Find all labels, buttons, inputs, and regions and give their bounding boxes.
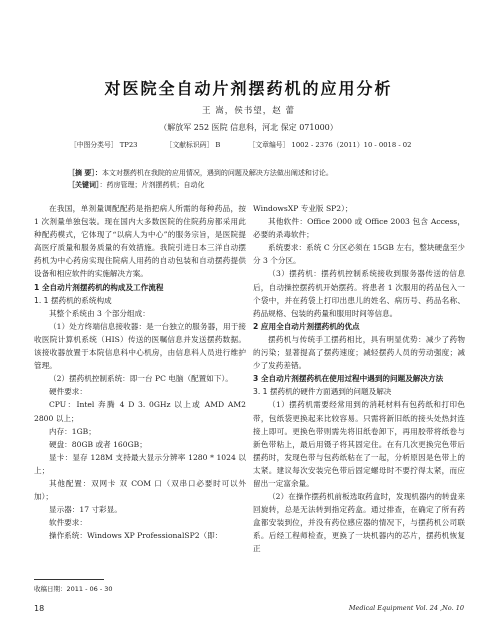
paragraph: 其整个系统由 3 个部分组成： <box>49 308 150 318</box>
abstract-line <box>68 167 448 179</box>
keywords-text: 药房管理；片剂摆药机；自动化 <box>106 181 205 189</box>
section-heading: 3 全自动片剂摆药机在使用过程中遇到的问题及解决方法 <box>253 374 444 384</box>
paragraph: WindowsXP 专业版 SP2）； <box>253 204 353 213</box>
paragraph: 操作系统：Windows XP ProfessionalSP2（即： <box>49 531 223 541</box>
paragraph: 系统要求：系统 C 分区必须在 15GB 左右，整块硬盘至少分 3 个分区。 <box>253 243 465 266</box>
doc-code: ［文献标识码］ B <box>165 141 221 149</box>
paragraph: （1）摆药机需要经常用到的消耗材料有包药纸和打印色带，包纸袋更换起来比较容易。只需将新旧纸的接头处热封连接上即可。更换色带则需先将旧纸卷卸下，再用胶带将纸卷与新色带粘上，最后用镊子将其固定住。在有几次更换完色带后摆药时，发现色带与包药纸粘在了一起，分析原因是色带上的太紧。建议每次安装完色带后固定螺母时不要拧得太紧，而应留出一定富余量。 <box>253 400 465 488</box>
journal-footer: Medical Equipment Vol. 24 ,No. 10 <box>348 604 464 612</box>
affiliation: （解放军 252 医院 信息科，河北 保定 071000） <box>159 123 338 132</box>
paragraph: CPU：Intel 奔腾 4 D 3. 0GHz 以上或 AMD AM2 2800 以上； <box>34 400 246 423</box>
paragraph: 硬盘：80GB 或者 160GB； <box>49 439 147 449</box>
paragraph: 其他配置：双网卡 双 COM 口（双串口必要时可以外加）； <box>34 478 246 502</box>
clc-number: ［中图分类号］ TP23 <box>70 141 138 149</box>
page-title: 对医院全自动片剂摆药机的应用分析 <box>104 79 393 98</box>
paragraph: 显卡：显存 128M 支持最大显示分辨率 1280 * 1024 以上； <box>34 452 246 475</box>
abstract-label: ［摘 要］： <box>68 168 102 177</box>
paragraph: 软件要求： <box>49 518 87 528</box>
right-column <box>253 202 465 556</box>
footnote-divider <box>34 579 104 580</box>
paragraph: （2）在操作摆药机前板选取药盒时，发现机器内的转盘来回旋转，总是无法转到指定药盒。通过排查，在确定了所有药盒都安装到位，并没有药位感应器的情况下，与摆药机公司联系。后经工程师检查，更换了一块机器内的芯片，摆药机恢复正 <box>253 492 465 554</box>
paragraph: （1）处方终端信息接收器：是一台独立的服务器，用于接收医院计算机系统（HIS）传送的医嘱信息并发送摆药数据。该接收器放置于本院信息科中心机房，由信息科人员进行维护管理。 <box>34 321 246 371</box>
page-number: 18 <box>34 604 45 613</box>
article-number: ［文章编号］ 1002 - 2376（2011）10 - 0018 - 02 <box>248 141 412 149</box>
paragraph: 硬件要求： <box>49 387 87 397</box>
paragraph: 内存：1GB； <box>49 426 96 436</box>
paragraph: 其他软件：Office 2000 或 Office 2003 包含 Access，必要的杀毒软件； <box>253 217 465 240</box>
paragraph: 显示器：17 寸彩显。 <box>49 505 122 515</box>
classification-line <box>70 139 470 149</box>
abstract <box>68 167 448 191</box>
subsection-heading: 1. 1 摆药机的系统构成 <box>34 295 112 305</box>
paragraph: （2）摆药机控制系统：即一台 PC 电脑（配置如下）。 <box>49 374 233 384</box>
paragraph: （3）摆药机：摆药机控制系统接收到服务器传送的信息后，自动操控摆药机开始摆药。将患者 1 次服用的药品包入一个袋中，并在药袋上打印出患儿的姓名、病历号、药品名称、药品规格、包装的药量和服用时间等信息。 <box>253 269 465 318</box>
abstract-text: 本文对摆药机在我院的应用情况，遇到的问题及解决方法做出阐述和讨论。 <box>101 169 333 177</box>
received-date: 收稿日期：2011 - 06 - 30 <box>34 585 113 593</box>
section-heading: 1 全自动片剂摆药机的构成及工作流程 <box>34 282 164 292</box>
paragraph: 在我国，单剂量调配配药是指把病人所需的每种药品，按 1 次剂量单独包装。现在国内大多数医院的住院药房都采用此种配药模式，它体现了“以病人为中心”的服务宗旨，是医院提高医疗质量和服务质量的有效措施。我院引进日本三洋自动摆药机为中心药房实现住院病人用药的自动包装和自动摆药提供设备和相应软件的实施解决方案。 <box>34 204 246 279</box>
paragraph: 摆药机与传统手工摆药相比，具有明显优势：减少了药物的污染；显著提高了摆药速度；减轻摆药人员的劳动强度；减少了发药差错。 <box>253 334 465 371</box>
left-column <box>34 202 246 542</box>
keywords-line: ［关键词］：药房管理；片剂摆药机；自动化 <box>68 180 205 189</box>
authors: 王 嵩，侯书望，赵 蕾 <box>202 106 295 116</box>
keywords-label: ［关键词］ <box>68 180 100 189</box>
section-heading: 2 应用全自动片剂摆药机的优点 <box>253 321 360 331</box>
subsection-heading: 3. 1 摆药机的硬件方面遇到的问题及解决 <box>253 387 392 397</box>
